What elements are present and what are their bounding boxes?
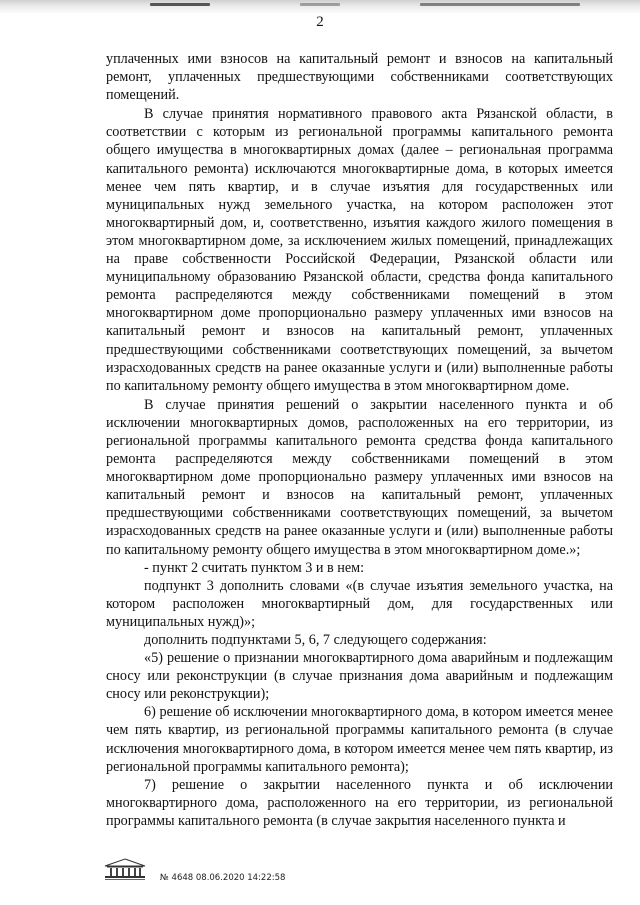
paragraph: подпункт 3 дополнить словами «(в случае изъятия земельного участка, на котором расположен многоквартирный дом, для государственных или муниципальных нужд)»; bbox=[106, 577, 613, 630]
scan-artifact bbox=[420, 3, 580, 6]
government-building-logo-icon bbox=[102, 856, 148, 882]
scan-artifact bbox=[150, 3, 210, 6]
paragraph: В случае принятия решений о закрытии населенного пункта и об исключении многоквартирных домов, расположенных на его территории, из региональной программы капитального ремонта средства фонда капитального ремонта распределяются между собственниками помещений в этом многоквартирном доме пропорционально размеру уплаченных ими взносов на капитальный ремонт и взносов на капитальный ремонт, уплаченных предшествующими собственниками соответствующих помещений, за вычетом израсходованных средств на ранее оказанные услуги и (или) выполненные работы по капитальному ремонту общего имущества в этом многоквартирном доме.»; bbox=[106, 396, 613, 558]
scan-edge-shadow bbox=[0, 0, 640, 14]
paragraph: - пункт 2 считать пунктом 3 и в нем: bbox=[144, 559, 365, 576]
paragraph: 7) решение о закрытии населенного пункта и об исключении многоквартирного дома, расположенного на его территории, из региональной программы капитального ремонта (в случае закрытия населенного пункта и bbox=[106, 776, 613, 829]
paragraph: дополнить подпунктами 5, 6, 7 следующего содержания: bbox=[144, 632, 487, 648]
document-body bbox=[106, 50, 613, 830]
paragraph: «5) решение о признании многоквартирного дома аварийным и подлежащим сносу или реконструкции (в случае признания дома аварийным и подлежащим сносу или реконструкции); bbox=[106, 650, 613, 703]
paragraph: уплаченных ими взносов на капитальный ремонт и взносов на капитальный ремонт, уплаченных предшествующими собственниками соответствующих помещений. bbox=[106, 51, 613, 104]
paragraph: 6) решение об исключении многоквартирного дома, в котором имеется менее чем пять квартир, из региональной программы капитального ремонта (в случае исключения многоквартирного дома, в котором имеется менее чем пять квартир, из региональной программы капитального ремонта); bbox=[106, 704, 613, 775]
scan-artifact bbox=[300, 3, 340, 6]
paragraph: В случае принятия нормативного правового акта Рязанской области, в соответствии с которым из региональной программы капитального ремонта общего имущества в многоквартирных домах (далее – региональная программа капитального ремонта) исключаются многоквартирные дома, в которых имеется менее чем пять квартир, и в случае изъятия для государственных или муниципальных нужд земельного участка, на котором расположен этот многоквартирный дом, и, соответственно, изъятия каждого жилого помещения в этом многоквартирном доме, за исключением жилых помещений, принадлежащих на праве собственности Российской Федерации, Рязанской области или муниципальному образованию Рязанской области, средства фонда капитального ремонта распределяются между собственниками помещений в этом многоквартирном доме пропорционально размеру уплаченных ими взносов на капитальный ремонт и взносов на капитальный ремонт, уплаченных предшествующими собственниками соответствующих помещений, за вычетом израсходованных средств на ранее оказанные услуги и (или) выполненные работы по капитальному ремонту общего имущества в этом многоквартирном доме. bbox=[106, 106, 613, 394]
page-number: 2 bbox=[316, 14, 324, 30]
document-registration-stamp: № 4648 08.06.2020 14:22:58 bbox=[160, 873, 286, 883]
